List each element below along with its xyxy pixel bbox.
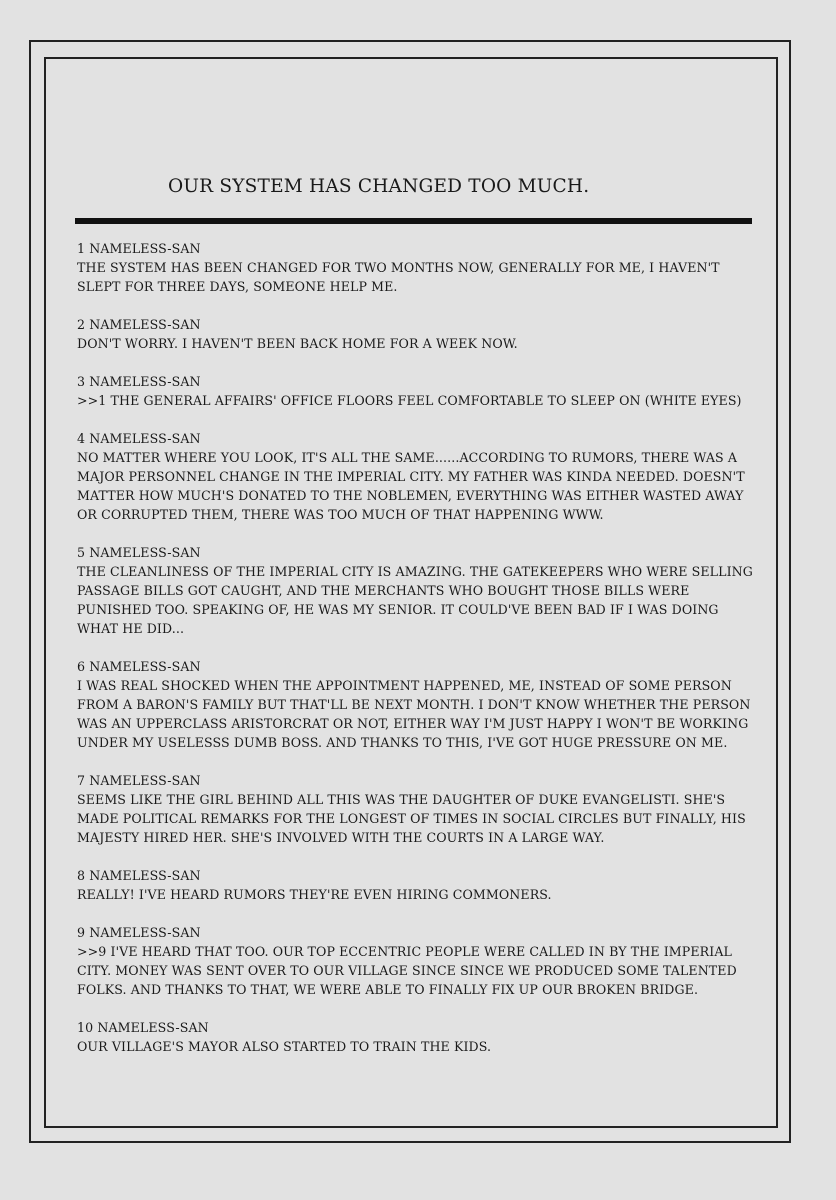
post-body: >>1 THE GENERAL AFFAIRS' OFFICE FLOORS FEEL COMFORTABLE TO SLEEP ON (WHITE EYES) bbox=[77, 393, 742, 408]
post-header: 10 NAMELESS-SAN bbox=[77, 1020, 209, 1035]
post-10 bbox=[77, 1018, 757, 1056]
post-8 bbox=[77, 866, 757, 904]
post-body: I WAS REAL SHOCKED WHEN THE APPOINTMENT HAPPENED, ME, INSTEAD OF SOME PERSON FROM A BARON'S FAMILY BUT THAT'LL BE NEXT MONTH. I DON'T KNOW WHETHER THE PERSON WAS AN UPPERCLASS ARISTORCRAT OR NOT, EITHER WAY I'M JUST HAPPY I WON'T BE WORKING UNDER MY USELESSS DUMB BOSS. AND THANKS TO THIS, I'VE GOT HUGE PRESSURE ON ME. bbox=[77, 678, 751, 750]
post-body: DON'T WORRY. I HAVEN'T BEEN BACK HOME FOR A WEEK NOW. bbox=[77, 336, 518, 351]
post-body: NO MATTER WHERE YOU LOOK, IT'S ALL THE SAME......ACCORDING TO RUMORS, THERE WAS A MAJOR PERSONNEL CHANGE IN THE IMPERIAL CITY. MY FATHER WAS KINDA NEEDED. DOESN'T MATTER HOW MUCH'S DONATED TO THE NOBLEMEN, EVERYTHING WAS EITHER WASTED AWAY OR CORRUPTED THEM, THERE WAS TOO MUCH OF THAT HAPPENING WWW. bbox=[77, 450, 745, 522]
post-4 bbox=[77, 429, 757, 524]
post-header: 9 NAMELESS-SAN bbox=[77, 925, 201, 940]
post-header: 2 NAMELESS-SAN bbox=[77, 317, 201, 332]
page-title: OUR SYSTEM HAS CHANGED TOO MUCH. bbox=[168, 176, 590, 197]
post-header: 1 NAMELESS-SAN bbox=[77, 241, 201, 256]
post-header: 7 NAMELESS-SAN bbox=[77, 773, 201, 788]
post-header: 4 NAMELESS-SAN bbox=[77, 431, 201, 446]
post-header: 6 NAMELESS-SAN bbox=[77, 659, 201, 674]
post-header: 5 NAMELESS-SAN bbox=[77, 545, 201, 560]
title-divider bbox=[75, 218, 752, 224]
post-9 bbox=[77, 923, 757, 999]
post-body: THE CLEANLINESS OF THE IMPERIAL CITY IS AMAZING. THE GATEKEEPERS WHO WERE SELLING PASSAGE BILLS GOT CAUGHT, AND THE MERCHANTS WHO BOUGHT THOSE BILLS WERE PUNISHED TOO. SPEAKING OF, HE WAS MY SENIOR. IT COULD'VE BEEN BAD IF I WAS DOING WHAT HE DID... bbox=[77, 564, 753, 636]
post-6 bbox=[77, 657, 757, 752]
post-7 bbox=[77, 771, 757, 847]
thread-posts bbox=[77, 239, 757, 1075]
post-body: SEEMS LIKE THE GIRL BEHIND ALL THIS WAS THE DAUGHTER OF DUKE EVANGELISTI. SHE'S MADE POLITICAL REMARKS FOR THE LONGEST OF TIMES IN SOCIAL CIRCLES BUT FINALLY, HIS MAJESTY HIRED HER. SHE'S INVOLVED WITH THE COURTS IN A LARGE WAY. bbox=[77, 792, 746, 845]
post-1 bbox=[77, 239, 757, 296]
post-header: 3 NAMELESS-SAN bbox=[77, 374, 201, 389]
post-body: >>9 I'VE HEARD THAT TOO. OUR TOP ECCENTRIC PEOPLE WERE CALLED IN BY THE IMPERIAL CITY. MONEY WAS SENT OVER TO OUR VILLAGE SINCE SINCE WE PRODUCED SOME TALENTED FOLKS. AND THANKS TO THAT, WE WERE ABLE TO FINALLY FIX UP OUR BROKEN BRIDGE. bbox=[77, 944, 737, 997]
post-body: OUR VILLAGE'S MAYOR ALSO STARTED TO TRAIN THE KIDS. bbox=[77, 1039, 492, 1054]
post-header: 8 NAMELESS-SAN bbox=[77, 868, 201, 883]
post-body: THE SYSTEM HAS BEEN CHANGED FOR TWO MONTHS NOW, GENERALLY FOR ME, I HAVEN'T SLEPT FOR THREE DAYS, SOMEONE HELP ME. bbox=[77, 260, 720, 294]
post-body: REALLY! I'VE HEARD RUMORS THEY'RE EVEN HIRING COMMONERS. bbox=[77, 887, 552, 902]
post-3 bbox=[77, 372, 757, 410]
post-2 bbox=[77, 315, 757, 353]
post-5 bbox=[77, 543, 757, 638]
